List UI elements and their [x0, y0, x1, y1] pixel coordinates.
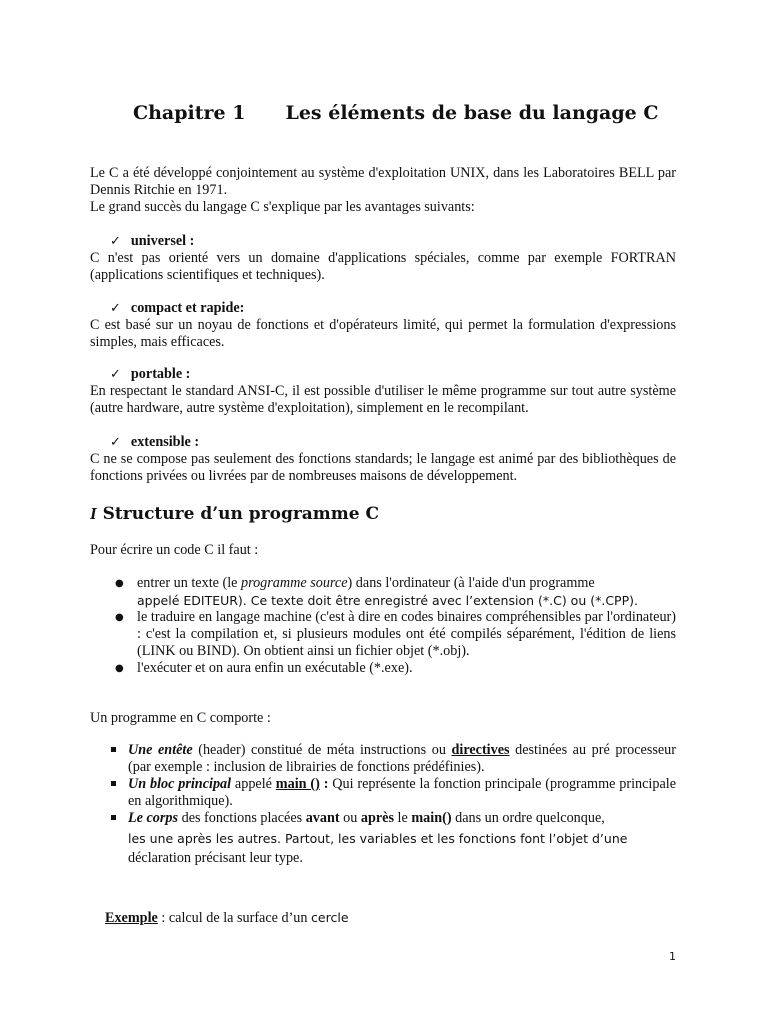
- list-item: [90, 660, 676, 677]
- chapter-number: Chapitre 1: [133, 102, 246, 124]
- step-text-part: ) dans l'ordinateur (à l'aide d'un programme: [347, 575, 595, 591]
- step-text: [137, 575, 676, 592]
- list-item: [90, 575, 676, 609]
- part-text: destinées au pré processeur (par exemple : inclusion de librairies de fonctions prédéfinies).: [128, 742, 676, 775]
- page-number: 1: [669, 950, 676, 963]
- part-text: Qui représente la fonction principale (programme principale en algorithmique).: [128, 776, 676, 809]
- part-keyword: main(): [411, 810, 452, 826]
- feature-title-text: portable :: [130, 366, 191, 382]
- part-text: ou: [339, 810, 361, 826]
- checkmark-icon: ✓: [110, 234, 121, 249]
- feature-title-text: extensible :: [130, 434, 200, 450]
- intro-text-1: Le C a été développé conjointement au système d'exploitation UNIX, dans les Laboratoires BELL par Dennis Ritchie en 1971.: [90, 165, 676, 198]
- step-text-continued: appelé EDITEUR). Ce texte doit être enregistré avec l’extension (*.C) ou (*.CPP).: [137, 593, 638, 608]
- bullet-icon: ●: [115, 612, 124, 623]
- example-text: cercle: [311, 910, 349, 925]
- feature-portable: [90, 366, 676, 417]
- feature-body: C ne se compose pas seulement des fonctions standards; le langage est animé par des bibliothèques de fonctions privées ou livrées par de nombreuses maisons de développement.: [90, 451, 676, 484]
- chapter-heading: [133, 100, 658, 126]
- part-text-line: [128, 810, 676, 827]
- feature-title: [90, 233, 676, 250]
- intro-paragraph: [90, 165, 676, 216]
- part-text: dans un ordre quelconque,: [451, 810, 605, 826]
- part-text-continued: déclaration précisant leur type.: [128, 850, 303, 866]
- feature-body: En respectant le standard ANSI-C, il est possible d'utiliser le même programme sur tout autre système (autre hardware, autre système d'exploitation), simplement en le recompilant.: [90, 383, 676, 416]
- feature-compact: [90, 300, 676, 351]
- part-keyword: main (): [275, 776, 320, 792]
- square-bullet-icon: [111, 747, 116, 752]
- bullet-icon: ●: [115, 578, 124, 589]
- bullet-icon: ●: [115, 663, 124, 674]
- feature-title: [90, 366, 676, 383]
- feature-extensible: [90, 434, 676, 485]
- feature-body: C n'est pas orienté vers un domaine d'applications spéciales, comme par exemple FORTRAN (applications scientifiques et techniques).: [90, 250, 676, 283]
- steps-list: [90, 575, 676, 677]
- part-text: (header) constitué de méta instructions ou: [192, 742, 452, 758]
- program-parts-list: [90, 742, 676, 867]
- program-parts-lead: Un programme en C comporte :: [90, 710, 271, 726]
- section-heading: [90, 502, 379, 526]
- section-title: Structure d’un programme C: [102, 504, 380, 524]
- checkmark-icon: ✓: [110, 367, 121, 382]
- part-keyword: après: [360, 810, 394, 826]
- feature-title: [90, 434, 676, 451]
- part-title: Une entête: [128, 742, 193, 758]
- step-text: l'exécuter et on aura enfin un exécutable (*.exe).: [137, 660, 413, 676]
- list-item: [90, 776, 676, 810]
- list-item: [90, 810, 676, 867]
- square-bullet-icon: [111, 781, 116, 786]
- step-text-part: entrer un texte (le: [137, 575, 241, 591]
- part-text: des fonctions placées: [178, 810, 306, 826]
- square-bullet-icon: [111, 815, 116, 820]
- feature-title-text: compact et rapide:: [130, 300, 245, 316]
- part-text-continued: les une après les autres. Partout, les variables et les fonctions font l’objet d’une: [128, 831, 628, 846]
- intro-text-2: Le grand succès du langage C s'explique par les avantages suivants:: [90, 199, 475, 215]
- feature-title-text: universel :: [130, 233, 195, 249]
- part-colon: :: [319, 776, 329, 792]
- part-text: appelé: [231, 776, 276, 792]
- section-lead: Pour écrire un code C il faut :: [90, 542, 259, 558]
- feature-title: [90, 300, 676, 317]
- feature-body: C est basé sur un noyau de fonctions et d'opérateurs limité, qui permet la formulation d'expressions simples, mais efficaces.: [90, 317, 676, 350]
- example-text: : calcul de la surface d’un: [157, 910, 312, 926]
- example-line: [105, 909, 691, 927]
- part-text: le: [394, 810, 412, 826]
- example-label: Exemple: [105, 910, 158, 926]
- part-title: Le corps: [128, 810, 179, 826]
- part-title: Un bloc principal: [128, 776, 232, 792]
- list-item: [90, 609, 676, 660]
- step-emphasis: programme source: [241, 575, 348, 591]
- checkmark-icon: ✓: [110, 301, 121, 316]
- list-item: [90, 742, 676, 776]
- feature-universel: [90, 233, 676, 284]
- part-keyword: avant: [305, 810, 340, 826]
- chapter-title: Les éléments de base du langage C: [285, 102, 659, 124]
- section-roman-numeral: I: [90, 504, 97, 523]
- part-keyword: directives: [451, 742, 510, 758]
- step-text: le traduire en langage machine (c'est à dire en codes binaires compréhensibles par l'ordinateur) : c'est la compilation et, si plusieurs modules ont été compilés séparément, l'édition de liens (LINK ou BIND). On obtient ainsi un fichier objet (*.obj).: [137, 609, 676, 659]
- checkmark-icon: ✓: [110, 435, 121, 450]
